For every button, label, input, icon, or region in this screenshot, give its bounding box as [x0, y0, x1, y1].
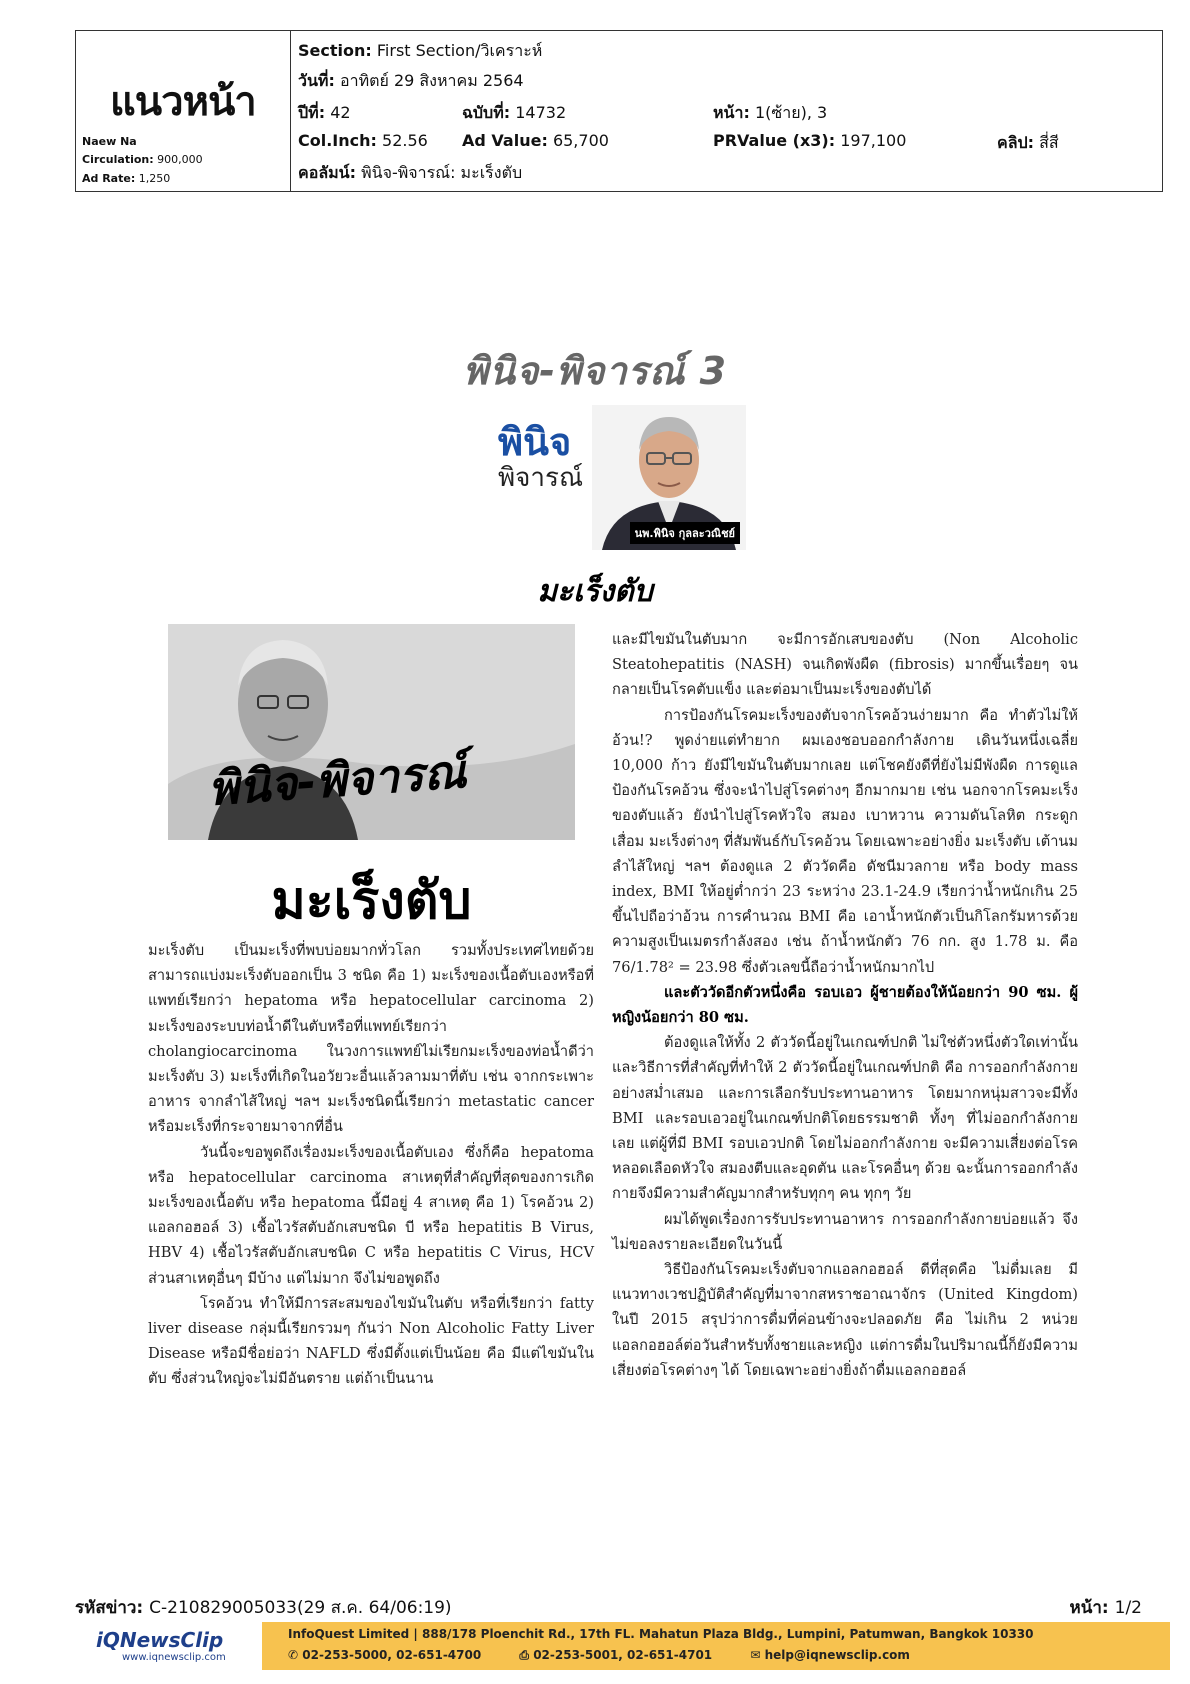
brand-logo — [96, 1628, 246, 1668]
paragraph: การป้องกันโรคมะเร็งของตับจากโรคอ้วนง่ายมาก คือ ทำตัวไม่ให้อ้วน!? พูดง่ายแต่ทำยาก ผมเองชอบออกกำลังกาย เดินวันหนึ่งเฉลี่ย 10,000 ก้าว ยังมีไขมันในตับมากเลย แต่โชคยังดีที่ยังไม่มีพังผืด การดูแล ป้องกันโรคอ้วน ซึ่งจะนำไปสู่โรคต่างๆ อีกมากมาย เช่น นอกจากโรคมะเร็งของตับแล้ว ยังนำไปสู่โรคหัวใจ สมอง เบาหวาน ความดันโลหิต กระดูกเสื่อม มะเร็งต่างๆ ที่สัมพันธ์กับโรคอ้วน โดยเฉพาะอย่างยิ่ง มะเร็งตับ เต้านม ลำไส้ใหญ่ ฯลฯ ต้องดูแล 2 ตัววัดคือ ดัชนีมวลกาย หรือ body mass index, BMI ให้อยู่ต่ำกว่า 23 ระหว่าง 23.1-24.9 เรียกว่าน้ำหนักเกิน 25 ขึ้นไปถือว่าอ้วน การคำนวณ BMI คือ เอาน้ำหนักตัวเป็นกิโลกรัมหารด้วยความสูงเป็นเมตรกำลังสอง เช่น ถ้าน้ำหนักตัว 76 กก. สูง 1.78 ม. คือ 76/1.78² = 23.98 ซึ่งตัวเลขนี้ถือว่าน้ำหนักมากไป — [612, 706, 1078, 976]
envelope-icon: ✉ — [750, 1648, 761, 1662]
brand-name: iQNewsClip — [96, 1628, 224, 1652]
columnist-box — [492, 405, 746, 550]
fax-icon: ⎙ — [519, 1648, 529, 1662]
column-banner — [168, 624, 575, 840]
phone: ✆ 02-253-5000, 02-651-4700 — [288, 1648, 482, 1662]
paragraph: ต้องดูแลให้ทั้ง 2 ตัววัดนี้อยู่ในเกณฑ์ปกติ ไม่ใช่ตัวหนึ่งตัวใดเท่านั้น และวิธีการที่สำคัญที่ทำให้ 2 ตัววัดนี้อยู่ในเกณฑ์ปกติ คือ การออกกำลังกายอย่างสม่ำเสมอ และการเลือกรับประทานอาหาร โดยมากหนุ่มสาวจะมีทั้ง BMI และรอบเอวอยู่ในเกณฑ์ปกติโดยธรรมชาติ ทั้งๆ ที่ไม่ออกกำลังกายเลย แต่ผู้ที่มี BMI รอบเอวปกติ โดยไม่ออกกำลังกาย จะมีความเสี่ยงต่อโรคหลอดเลือดหัวใจ สมองตีบและอุดตัน และโรคอื่นๆ ด้วย ฉะนั้นการออกกำลังกายจึงมีความสำคัญมากสำหรับทุกๆ คน ทุกๆ วัย — [612, 1034, 1078, 1203]
article-column-2 — [612, 627, 1078, 1383]
columnist-logo-text-2: พิจารณ์ — [498, 463, 584, 493]
paragraph: มะเร็งตับ เป็นมะเร็งที่พบบ่อยมากทั่วโลก รวมทั้งประเทศไทยด้วย สามารถแบ่งมะเร็งตับออกเป็น 3 ชนิด คือ 1) มะเร็งของเนื้อตับเองหรือที่แพทย์เรียกว่า hepatoma หรือ hepatocellular carcinoma 2) มะเร็งของระบบท่อน้ำดีในตับหรือที่แพทย์เรียกว่า cholangiocarcinoma ในวงการแพทย์ไม่เรียกมะเร็งของท่อน้ำดีว่ามะเร็งตับ 3) มะเร็งที่เกิดในอวัยวะอื่นแล้วลามมาที่ตับ เช่น จากกระเพาะอาหาร จากลำไส้ใหญ่ ฯลฯ มะเร็งชนิดนี้เรียกว่า metastatic cancer หรือมะเร็งที่กระจายมาจากที่อื่น — [148, 942, 594, 1136]
contact-line — [288, 1648, 944, 1663]
issue-field: ฉบับที่: 14732 — [462, 103, 567, 122]
clip-field: คลิป: สี่สี — [997, 133, 1059, 152]
article-headline: มะเร็งตับ — [271, 871, 472, 931]
article-column-1 — [148, 938, 594, 1392]
column-title: พินิจ-พิจารณ์ 3 — [462, 349, 728, 393]
date-field: วันที่: อาทิตย์ 29 สิงหาคม 2564 — [298, 71, 524, 90]
news-code: รหัสข่าว: C-210829005033(29 ส.ค. 64/06:19) — [75, 1598, 452, 1618]
publication-logo: แนวหน้า — [110, 79, 256, 125]
brand-url: www.iqnewsclip.com — [122, 1652, 226, 1663]
email[interactable]: ✉ help@iqnewsclip.com — [750, 1648, 910, 1662]
paragraph: ผมได้พูดเรื่องการรับประทานอาหาร การออกกำลังกายบ่อยแล้ว จึงไม่ขอลงรายละเอียดในวันนี้ — [612, 1210, 1078, 1253]
publication-block — [76, 31, 291, 191]
clipping-header — [75, 30, 1163, 192]
columnist-caption: นพ.พินิจ กุลละวณิชย์ — [630, 522, 740, 544]
section-field: Section: First Section/วิเคราะห์ — [298, 41, 543, 60]
paragraph: วันนี้จะขอพูดถึงเรื่องมะเร็งของเนื้อตับเอง ซึ่งก็คือ hepatoma หรือ hepatocellular carcinoma สาเหตุที่สำคัญที่สุดของการเกิดมะเร็งของเนื้อตับ หรือ hepatoma นี้มีอยู่ 4 สาเหตุ คือ 1) โรคอ้วน 2) แอลกอฮอล์ 3) เชื้อไวรัสตับอักเสบชนิด บี หรือ hepatitis B Virus, HBV 4) เชื้อไวรัสตับอักเสบชนิด C หรือ hepatitis C Virus, HCV ส่วนสาเหตุอื่นๆ มีบ้าง แต่ไม่มาก จึงไม่ขอพูดถึง — [148, 1143, 594, 1287]
ad-rate: Ad Rate: 1,250 — [82, 172, 171, 185]
banner-title: พินิจ-พิจารณ์ — [206, 744, 468, 816]
pr-value-field: PRValue (x3): 197,100 — [713, 131, 907, 150]
circulation: Circulation: 900,000 — [82, 153, 203, 166]
page-indicator: หน้า: 1/2 — [1069, 1598, 1142, 1618]
contact-bar — [262, 1622, 1170, 1670]
columnist-logo-text-1: พินิจ — [498, 420, 572, 464]
paragraph: และตัววัดอีกตัวหนึ่งคือ รอบเอว ผู้ชายต้องให้น้อยกว่า 90 ซม. ผู้หญิงน้อยกว่า 80 ซม. — [612, 983, 1078, 1027]
ad-value-field: Ad Value: 65,700 — [462, 131, 609, 150]
fax: ⎙ 02-253-5001, 02-651-4701 — [519, 1648, 713, 1662]
phone-icon: ✆ — [288, 1648, 299, 1662]
metadata-block — [290, 31, 1162, 191]
paragraph: โรคอ้วน ทำให้มีการสะสมของไขมันในตับ หรือที่เรียกว่า fatty liver disease กลุ่มนี้เรียกรวมๆ กันว่า Non Alcoholic Fatty Liver Disease หรือมีชื่อย่อว่า NAFLD ซึ่งมีตั้งแต่เป็นน้อย คือ มีแต่ไขมันในตับ ซึ่งส่วนใหญ่จะไม่มีอันตราย แต่ถ้าเป็นนาน — [148, 1294, 594, 1388]
year-field: ปีที่: 42 — [298, 103, 351, 122]
paragraph: วิธีป้องกันโรคมะเร็งตับจากแอลกอฮอล์ ดีที่สุดคือ ไม่ดื่มเลย มีแนวทางเวชปฏิบัติสำคัญที่มาจากสหราชอาณาจักร (United Kingdom) ในปี 2015 สรุปว่าการดื่มที่ค่อนข้างจะปลอดภัย คือ ไม่เกิน 2 หน่วยแอลกอฮอล์ต่อวันสำหรับทั้งชายและหญิง แต่การดื่มในปริมาณนี้ก็ยังมีความเสี่ยงต่อโรคต่างๆ ได้ โดยเฉพาะอย่างยิ่งถ้าดื่มแอลกอฮอล์ — [612, 1261, 1078, 1379]
column-field: คอลัมน์: พินิจ-พิจารณ์: มะเร็งตับ — [298, 163, 523, 182]
page-field: หน้า: 1(ซ้าย), 3 — [713, 103, 828, 122]
publication-name: Naew Na — [82, 135, 137, 148]
paragraph: และมีไขมันในตับมาก จะมีการอักเสบของตับ (Non Alcoholic Steatohepatitis (NASH) จนเกิดพังผืด (fibrosis) มากขึ้นเรื่อยๆ จนกลายเป็นโรคตับแข็ง และต่อมาเป็นมะเร็งของตับได้ — [612, 631, 1078, 699]
address: InfoQuest Limited | 888/178 Ploenchit Rd., 17th FL. Mahatun Plaza Bldg., Lumpini, Patumwan, Bangkok 10330 — [288, 1627, 1034, 1641]
col-inch-field: Col.Inch: 52.56 — [298, 131, 428, 150]
article-headline-small: มะเร็งตับ — [537, 574, 653, 609]
